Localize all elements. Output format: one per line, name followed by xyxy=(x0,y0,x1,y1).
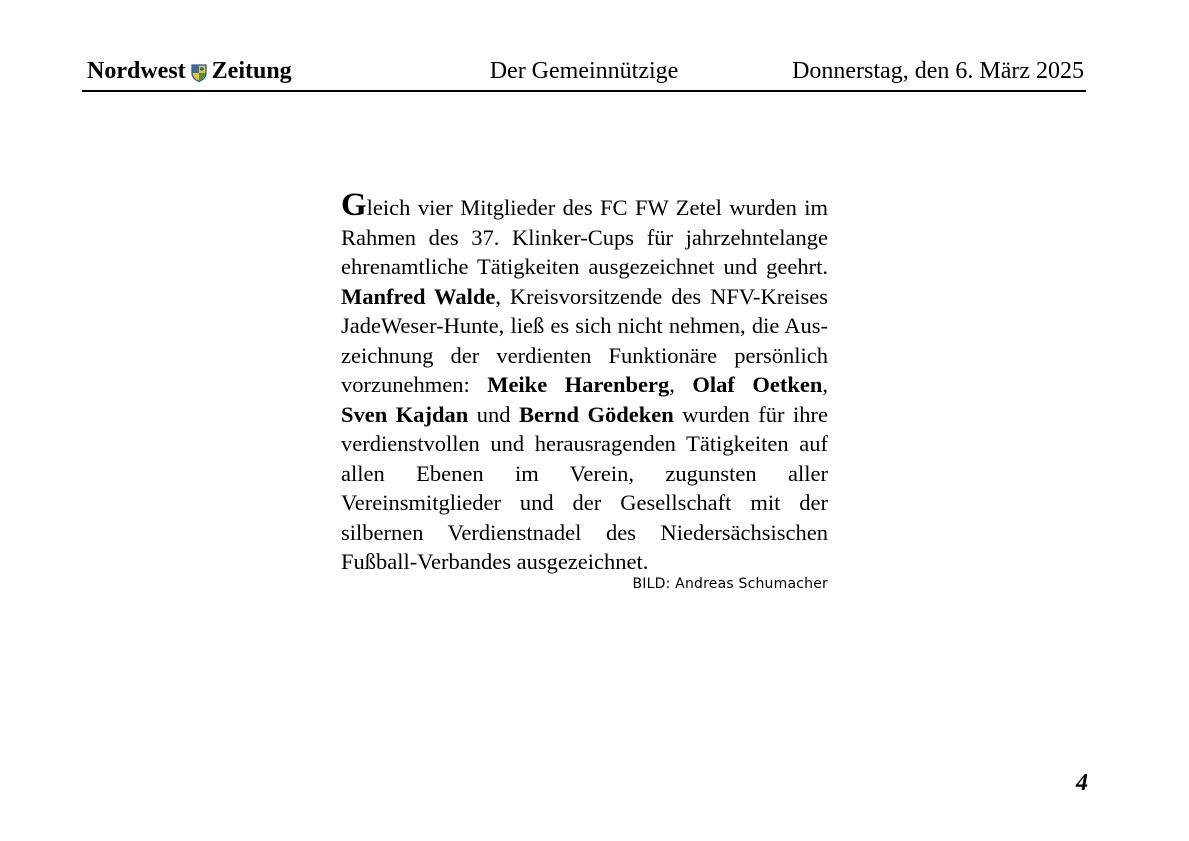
person-name: Manfred Walde xyxy=(341,283,496,309)
person-name: Sven Kajdan xyxy=(341,401,469,427)
page-number: 4 xyxy=(1076,770,1088,796)
person-name: Bernd Gödeken xyxy=(519,401,674,427)
issue-date: Donnerstag, den 6. März 2025 xyxy=(792,58,1084,84)
body-text-segment: , Kreisvorsitzende des NFV-Kreises JadeWeser-Hunte, ließ es sich nicht nehmen, die Auszeichnung der verdienten Funktionäre persönlich vorzunehmen: xyxy=(341,283,828,397)
person-name: Meike Harenberg xyxy=(487,372,670,397)
body-text-separator: und xyxy=(468,401,520,427)
photo-credit: BILD: Andreas Schumacher xyxy=(632,575,828,592)
body-text-segment: leich vier Mitglieder des FC FW Zetel wurden im Rahmen des 37. Klinker-Cups für jahrzehntelange ehrenamtliche Tätigkeiten ausgezeichnet und geehrt. xyxy=(341,195,828,279)
page-header xyxy=(82,56,1086,92)
masthead-left-word: Nordwest xyxy=(87,58,186,84)
body-text-separator: , xyxy=(669,372,693,397)
drop-cap: G xyxy=(341,187,367,223)
body-text-segment: wurden für ihre verdienstvollen und herausragenden Tätigkeiten auf allen Ebenen im Verein, zugunsten aller Vereinsmitglieder und der Gesellschaft mit der silbernen Verdienstnadel des Niedersächsischen Fußball-Verbandes ausgezeichnet. xyxy=(341,401,828,574)
person-name: Olaf Oetken xyxy=(692,372,823,397)
article xyxy=(341,187,828,592)
article-body xyxy=(341,187,828,577)
masthead-right-word: Zeitung xyxy=(211,58,292,84)
body-text-separator: , xyxy=(822,372,828,397)
section-title: Der Gemeinnützige xyxy=(489,58,679,84)
